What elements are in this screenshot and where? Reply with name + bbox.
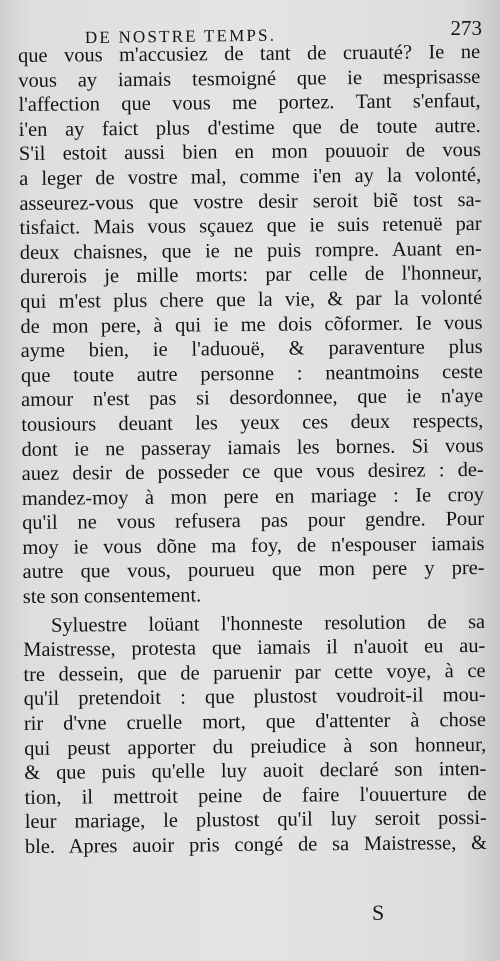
- text-line: moy ie vous dõne ma foy, de n'espouser iamais: [22, 532, 485, 559]
- text-line: a leger de vostre mal, comme i'en ay la volonté,: [19, 163, 482, 190]
- text-line: mandez-moy à mon pere en mariage : Ie croy: [21, 483, 485, 510]
- text-line: i'en ay faict plus d'estime que de toute autre.: [18, 114, 481, 141]
- text-line: qui peust apporter du preiudice à son honneur,: [24, 733, 487, 760]
- text-line: ste son consentement.: [22, 584, 202, 609]
- text-line: ble. Apres auoir pris congé de sa Maistresse, &: [24, 831, 488, 858]
- text-line: S'il estoit aussi bien en mon pouuoir de vous: [18, 139, 482, 166]
- text-line: l'affection que vous me portez. Tant s'enfaut,: [18, 90, 481, 117]
- text-line: rir d'vne cruelle mort, que d'attenter à chose: [23, 708, 487, 736]
- text-line: de mon pere, à qui ie me dois cõformer. Ie vous: [20, 311, 483, 338]
- text-line: deux chaisnes, que ie ne puis rompre. Auant en-: [19, 237, 482, 264]
- text-line: vous ay iamais tesmoigné que ie mesprisasse: [18, 65, 481, 92]
- body-text: [18, 40, 487, 860]
- text-line: tousiours deuant les yeux ces deux respects,: [21, 409, 484, 436]
- text-line: Syluestre loüant l'honneste resolution de sa: [50, 610, 486, 637]
- text-line: durerois je mille morts: par celle de l'honneur,: [19, 262, 483, 289]
- text-line: qu'il pretendoit : que plustost voudroit-il mou-: [23, 684, 486, 711]
- signature-mark: S: [372, 900, 385, 925]
- text-line: tisfaict. Mais vous sçauez que ie suis retenuë par: [19, 213, 482, 240]
- text-line: tre dessein, que de paruenir par cette voye, à ce: [23, 659, 486, 686]
- text-line: que toute autre personne : neantmoins ceste: [20, 360, 483, 387]
- text-line: auez desir de posseder ce que vous desirez : de-: [21, 459, 484, 486]
- text-line: dont ie ne passeray iamais les bornes. Si vous: [21, 434, 484, 461]
- paragraph-1: [18, 40, 485, 610]
- text-line: qu'il ne vous refusera pas pour gendre. Pour: [22, 508, 485, 535]
- text-line: asseurez-vous que vostre desir seroit biẽ tost sa-: [19, 188, 482, 215]
- text-line: & que puis qu'elle luy auoit declaré son inten-: [24, 758, 487, 785]
- text-line: Maistresse, protesta que iamais il n'auoit eu au-: [23, 635, 486, 662]
- text-line: tion, il mettroit peine de faire l'ouuerture de: [24, 782, 487, 809]
- page-number: 273: [450, 16, 482, 40]
- text-line: qui m'est plus chere que la vie, & par la volonté: [20, 286, 483, 313]
- paragraph-2: [23, 610, 487, 860]
- text-line: leur mariage, le plustost qu'il luy seroit possi-: [24, 807, 487, 834]
- text-line: ayme bien, ie l'aduouë, & paraventure plus: [20, 336, 483, 363]
- text-line: amour n'est pas si desordonnee, que ie n'aye: [21, 385, 484, 412]
- text-line: que vous m'accusiez de tant de cruauté? Ie ne: [18, 40, 481, 67]
- text-line: autre que vous, pourueu que mon pere y pre-: [22, 557, 485, 584]
- running-head: DE NOSTRE TEMPS.: [84, 25, 277, 47]
